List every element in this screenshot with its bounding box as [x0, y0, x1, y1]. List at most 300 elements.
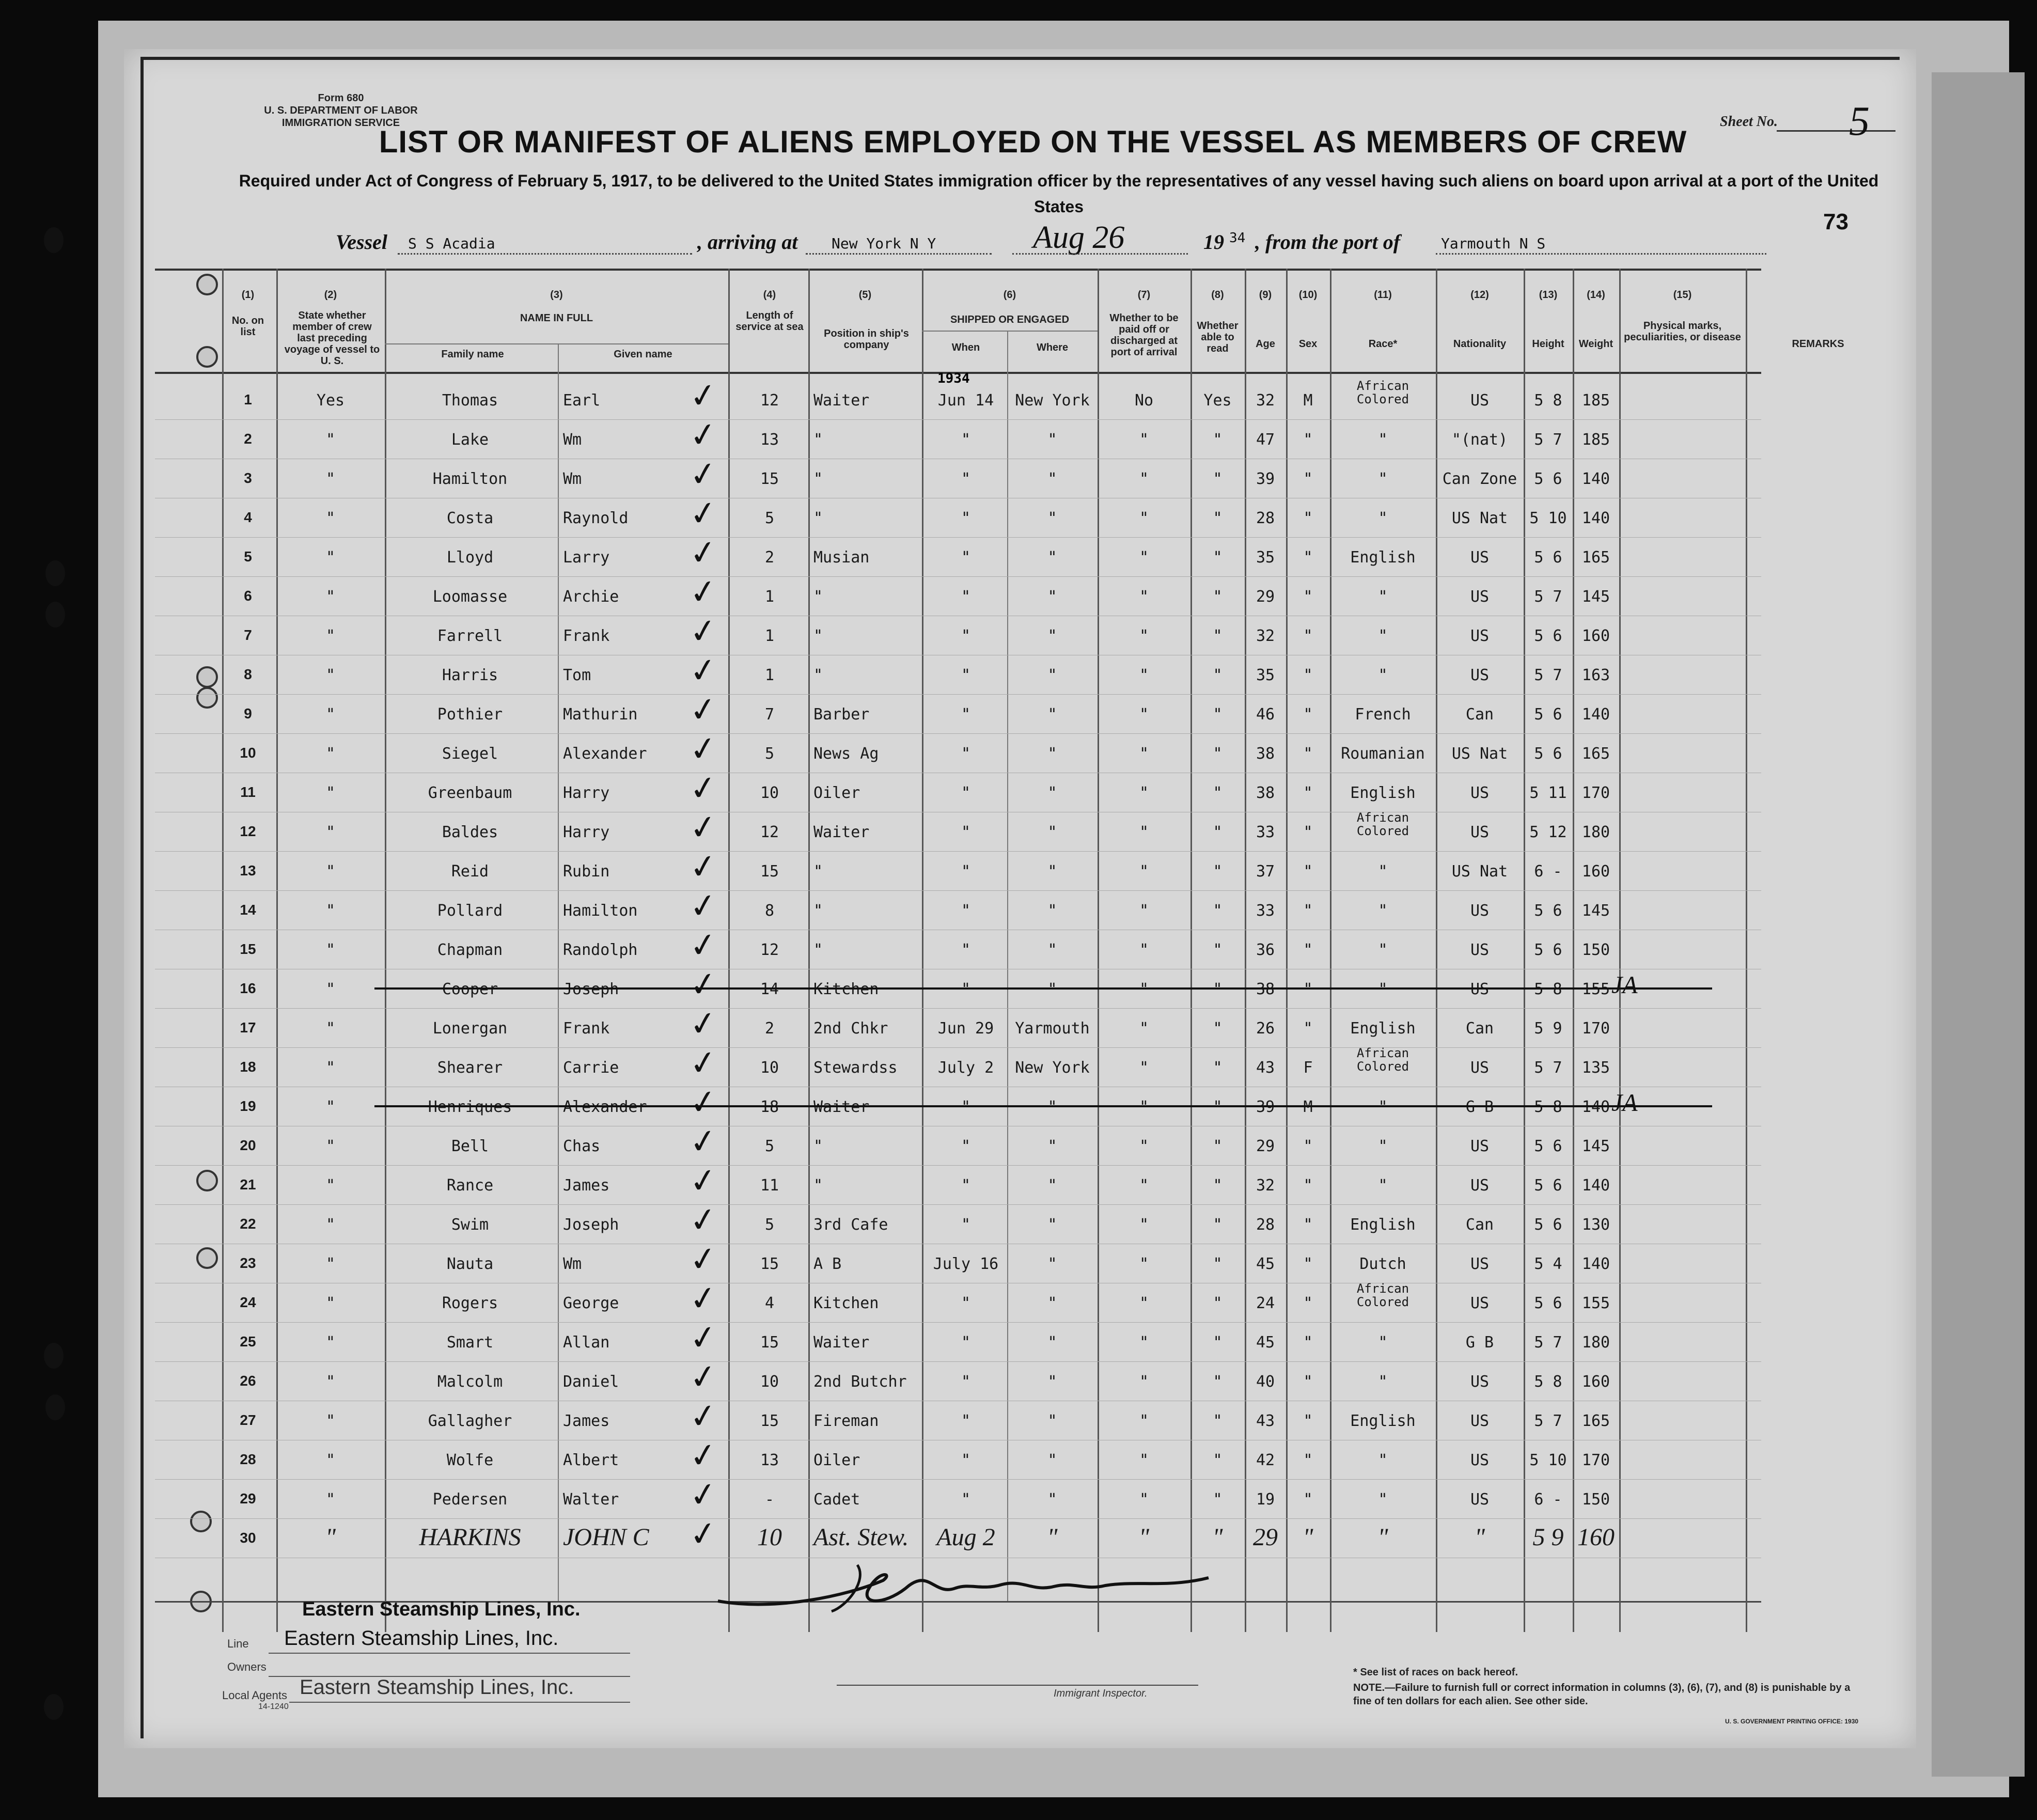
age-cell: 37 — [1256, 862, 1275, 881]
family-name-cell: Cooper — [442, 980, 498, 998]
header-when: When — [951, 342, 980, 353]
age-cell: 35 — [1256, 548, 1275, 567]
prev-voyage-cell: " — [325, 1098, 336, 1116]
sex-cell: " — [1303, 745, 1313, 763]
position-cell: Waiter — [813, 1098, 870, 1116]
col-number: (4) — [763, 289, 776, 301]
age-cell: 43 — [1256, 1059, 1275, 1077]
sex-cell: " — [1303, 1373, 1313, 1391]
col-number: (3) — [550, 289, 563, 301]
prev-voyage-cell: " — [325, 823, 336, 841]
nationality-cell: US — [1470, 1176, 1490, 1195]
sex-cell: " — [1303, 548, 1313, 567]
prev-voyage-cell: " — [325, 1059, 336, 1077]
height-cell: 5 10 — [1529, 509, 1567, 527]
weight-cell: 140 — [1581, 1255, 1610, 1273]
weight-cell: 155 — [1581, 980, 1610, 998]
position-cell: " — [813, 666, 823, 684]
able-read-cell: " — [1213, 666, 1223, 684]
weight-cell: 163 — [1581, 666, 1610, 684]
height-cell: 5 8 — [1534, 391, 1562, 410]
able-read-cell: " — [1213, 1333, 1223, 1352]
age-cell: 38 — [1256, 784, 1275, 802]
race-cell: " — [1378, 509, 1388, 527]
col-number: (14) — [1587, 289, 1605, 301]
where-cell: " — [1047, 745, 1057, 763]
year-suffix: 34 — [1229, 230, 1246, 246]
row-rule — [155, 851, 1761, 852]
age-cell: 28 — [1256, 509, 1275, 527]
able-read-cell: " — [1213, 1490, 1223, 1509]
given-name-cell: Harry — [563, 784, 610, 802]
age-cell: 39 — [1256, 1098, 1275, 1116]
penalty-note: NOTE.—Failure to furnish full or correct information in columns (3), (6), (7), and (8) is punishable by a fine of ten dollars for each alien. See other side. — [1353, 1682, 1851, 1707]
weight-cell: 140 — [1581, 705, 1610, 724]
header-nationality: Nationality — [1453, 338, 1507, 350]
where-cell: " — [1047, 431, 1057, 449]
family-name-cell: Hamilton — [432, 470, 508, 488]
arriving-label: , arriving at — [697, 230, 798, 254]
service-cell: 5 — [764, 1137, 775, 1155]
when-cell: " — [961, 784, 971, 802]
paid-off-cell: " — [1139, 509, 1149, 527]
check-mark-icon: ✓ — [687, 532, 720, 574]
prev-voyage-cell: " — [325, 705, 336, 724]
weight-cell: 170 — [1581, 784, 1610, 802]
weight-cell: 140 — [1581, 470, 1610, 488]
table-row — [0, 1160, 2037, 1205]
header-given-name: Given name — [614, 349, 672, 360]
manifest-title: LIST OR MANIFEST OF ALIENS EMPLOYED ON THE VESSEL AS MEMBERS OF CREW — [379, 124, 1687, 159]
master-signature — [713, 1560, 1219, 1617]
weight-cell: 150 — [1581, 941, 1610, 959]
col-number: (12) — [1470, 289, 1489, 301]
table-row — [0, 1435, 2037, 1480]
weight-cell: 185 — [1581, 431, 1610, 449]
family-name-cell: Pothier — [437, 705, 503, 724]
height-cell: 5 7 — [1534, 588, 1562, 606]
paid-off-cell: " — [1139, 1255, 1149, 1273]
race-cell: " — [1377, 1524, 1388, 1551]
weight-cell: 145 — [1581, 1137, 1610, 1155]
height-cell: 5 8 — [1534, 1098, 1562, 1116]
header-shipped: SHIPPED OR ENGAGED — [950, 314, 1070, 325]
given-name-cell: Frank — [563, 1019, 610, 1038]
paid-off-cell: " — [1139, 705, 1149, 724]
position-cell: 2nd Butchr — [813, 1373, 907, 1391]
col-number: (10) — [1298, 289, 1318, 301]
service-cell: 5 — [764, 745, 775, 763]
paid-off-cell: " — [1139, 588, 1149, 606]
prev-voyage-cell: " — [325, 1176, 336, 1195]
nationality-cell: Can — [1465, 1019, 1494, 1038]
row-rule — [155, 890, 1761, 891]
age-cell: 43 — [1256, 1412, 1275, 1430]
where-cell: " — [1047, 980, 1057, 998]
able-read-cell: " — [1213, 980, 1223, 998]
table-row — [0, 1395, 2037, 1441]
race-cell: French — [1355, 705, 1411, 724]
given-name-cell: Walter — [563, 1490, 619, 1509]
prev-voyage-cell: " — [325, 666, 336, 684]
sheet-label: Sheet No. — [1720, 114, 1778, 130]
row-number: 5 — [244, 548, 252, 564]
race-cell: English — [1350, 784, 1416, 802]
department-name: U. S. DEPARTMENT OF LABOR — [264, 105, 418, 116]
position-cell: " — [813, 1137, 823, 1155]
row-number: 6 — [244, 588, 252, 604]
check-mark-icon: ✓ — [687, 846, 720, 888]
line-label: Line — [227, 1637, 249, 1650]
service-name: IMMIGRATION SERVICE — [281, 117, 400, 129]
paid-off-cell: " — [1139, 823, 1149, 841]
table-row — [0, 964, 2037, 1009]
row-rule — [155, 733, 1761, 734]
sex-cell: " — [1303, 980, 1313, 998]
given-name-cell: Earl — [563, 391, 601, 410]
row-rule — [155, 1047, 1761, 1048]
position-cell: " — [813, 862, 823, 881]
sex-cell: " — [1303, 1216, 1313, 1234]
able-read-cell: " — [1213, 902, 1223, 920]
race-cell: English — [1350, 1412, 1416, 1430]
check-mark-icon: ✓ — [687, 1081, 720, 1124]
row-number: 24 — [240, 1294, 256, 1310]
where-cell: " — [1047, 1524, 1058, 1551]
table-row — [0, 1474, 2037, 1519]
prev-voyage-cell: " — [325, 1294, 336, 1312]
where-cell: " — [1047, 627, 1057, 645]
sex-cell: " — [1303, 941, 1313, 959]
paid-off-cell: " — [1139, 745, 1149, 763]
row-rule — [155, 419, 1761, 420]
binder-ring — [196, 346, 218, 368]
service-cell: 2 — [764, 548, 775, 567]
position-cell: News Ag — [813, 745, 879, 763]
when-cell: " — [961, 431, 971, 449]
prev-voyage-cell: " — [325, 1333, 336, 1352]
weight-cell: 130 — [1581, 1216, 1610, 1234]
table-row — [0, 1238, 2037, 1284]
family-name-cell: Henriques — [428, 1098, 512, 1116]
family-name-cell: Smart — [446, 1333, 494, 1352]
when-cell: " — [961, 1216, 971, 1234]
height-cell: 5 7 — [1534, 1059, 1562, 1077]
check-mark-icon: ✓ — [687, 375, 720, 417]
where-cell: " — [1047, 1490, 1057, 1509]
position-cell: " — [813, 431, 823, 449]
when-cell: Jun 14 — [937, 391, 994, 410]
nationality-cell: US — [1470, 1490, 1490, 1509]
row-number: 30 — [240, 1530, 256, 1546]
weight-cell: 145 — [1581, 588, 1610, 606]
given-name-cell: George — [563, 1294, 619, 1312]
position-cell: Stewardss — [813, 1059, 898, 1077]
sex-cell: " — [1303, 1294, 1313, 1312]
where-cell: " — [1047, 470, 1057, 488]
header-age: Age — [1256, 338, 1275, 350]
table-row — [0, 650, 2037, 695]
sex-cell: " — [1303, 431, 1313, 449]
weight-cell: 170 — [1581, 1451, 1610, 1469]
position-cell: Oiler — [813, 784, 860, 802]
check-mark-icon: ✓ — [687, 1356, 720, 1399]
table-row — [0, 807, 2037, 852]
vessel-label: Vessel — [336, 230, 387, 254]
weight-cell: 165 — [1581, 548, 1610, 567]
prev-voyage-cell: " — [325, 1451, 336, 1469]
header-able-read: Whether able to read — [1197, 320, 1239, 354]
col-number: (8) — [1211, 289, 1224, 301]
when-cell: " — [961, 1451, 971, 1469]
check-mark-icon: ✓ — [687, 1317, 720, 1359]
table-row — [0, 846, 2037, 891]
age-cell: 33 — [1256, 902, 1275, 920]
height-cell: 5 6 — [1534, 470, 1562, 488]
table-row — [0, 1513, 2037, 1559]
age-cell: 33 — [1256, 823, 1275, 841]
strikethrough-line — [374, 1105, 1712, 1107]
height-cell: 5 6 — [1534, 548, 1562, 567]
height-cell: 5 12 — [1529, 823, 1567, 841]
where-cell: " — [1047, 1137, 1057, 1155]
family-name-cell: Gallagher — [428, 1412, 512, 1430]
nationality-cell: US — [1470, 902, 1490, 920]
row-rule — [155, 1165, 1761, 1166]
sex-cell: " — [1303, 784, 1313, 802]
height-cell: 5 8 — [1534, 1373, 1562, 1391]
height-cell: 5 7 — [1534, 1333, 1562, 1352]
col-number: (11) — [1374, 289, 1392, 301]
binder-ring — [196, 274, 218, 295]
when-cell: " — [961, 1373, 971, 1391]
name-subheader-line — [385, 343, 728, 344]
able-read-cell: " — [1213, 1216, 1223, 1234]
table-row — [0, 414, 2037, 460]
able-read-cell: " — [1213, 1412, 1223, 1430]
sex-cell: " — [1303, 509, 1313, 527]
given-name-cell: Wm — [563, 431, 582, 449]
col-number: (1) — [241, 289, 255, 301]
height-cell: 5 6 — [1534, 1176, 1562, 1195]
family-name-cell: Baldes — [442, 823, 498, 841]
sex-cell: " — [1303, 666, 1313, 684]
position-cell: Kitchen — [813, 1294, 879, 1312]
nationality-cell: US — [1470, 784, 1490, 802]
check-mark-icon: ✓ — [687, 1160, 720, 1202]
when-cell: " — [961, 548, 971, 567]
table-row — [0, 924, 2037, 970]
nationality-cell: "(nat) — [1451, 431, 1508, 449]
check-mark-icon: ✓ — [687, 1395, 720, 1438]
race-cell: African Colored — [1356, 1281, 1409, 1309]
position-cell: " — [813, 588, 823, 606]
family-name-cell: Wolfe — [446, 1451, 494, 1469]
weight-cell: 145 — [1581, 902, 1610, 920]
prev-voyage-cell: " — [325, 902, 336, 920]
service-cell: 8 — [764, 902, 775, 920]
table-row — [0, 1081, 2037, 1127]
able-read-cell: " — [1213, 823, 1223, 841]
when-cell: July 2 — [937, 1059, 994, 1077]
when-cell: " — [961, 705, 971, 724]
paid-off-cell: " — [1139, 627, 1149, 645]
race-cell: " — [1378, 980, 1388, 998]
row-number: 11 — [240, 784, 256, 800]
where-cell: " — [1047, 823, 1057, 841]
sex-cell: " — [1303, 1137, 1313, 1155]
paid-off-cell: " — [1139, 548, 1149, 567]
col-number: (5) — [858, 289, 872, 301]
table-row — [0, 1199, 2037, 1245]
col-number: (7) — [1137, 289, 1151, 301]
arrival-date: Aug 26 — [1033, 220, 1125, 255]
service-cell: 12 — [760, 823, 779, 841]
when-cell: Aug 2 — [936, 1524, 995, 1551]
table-row — [0, 532, 2037, 577]
race-cell: " — [1378, 470, 1388, 488]
race-cell: " — [1378, 862, 1388, 881]
height-cell: 5 6 — [1534, 902, 1562, 920]
table-row — [0, 885, 2037, 931]
service-cell: 13 — [760, 431, 779, 449]
service-cell: 15 — [760, 1333, 779, 1352]
header-race: Race* — [1368, 338, 1398, 350]
row-number: 3 — [244, 470, 252, 486]
header-remarks: REMARKS — [1792, 338, 1844, 350]
row-number: 2 — [244, 431, 252, 447]
struck-initials: JA — [1611, 1089, 1638, 1117]
position-cell: 3rd Cafe — [813, 1216, 888, 1234]
check-mark-icon: ✓ — [687, 1199, 720, 1242]
service-cell: 1 — [764, 666, 775, 684]
nationality-cell: US — [1470, 1373, 1490, 1391]
given-name-cell: Joseph — [563, 980, 619, 998]
family-name-cell: Nauta — [446, 1255, 494, 1273]
race-cell: English — [1350, 1019, 1416, 1038]
check-mark-icon: ✓ — [687, 1042, 720, 1085]
shipped-subheader-line — [922, 331, 1098, 332]
age-cell: 28 — [1256, 1216, 1275, 1234]
paid-off-cell: " — [1139, 1059, 1149, 1077]
header-family-name: Family name — [441, 349, 504, 360]
when-cell: " — [961, 1490, 971, 1509]
paid-off-cell: " — [1139, 784, 1149, 802]
position-cell: Fireman — [813, 1412, 879, 1430]
age-cell: 36 — [1256, 941, 1275, 959]
prev-voyage-cell: " — [325, 1373, 336, 1391]
position-cell: Waiter — [813, 391, 870, 410]
row-number: 18 — [240, 1059, 256, 1075]
family-name-cell: Lake — [451, 431, 489, 449]
given-name-cell: Rubin — [563, 862, 610, 881]
when-cell: " — [961, 980, 971, 998]
row-number: 15 — [240, 941, 256, 957]
owners-label: Owners — [227, 1660, 267, 1673]
service-cell: 4 — [764, 1294, 775, 1312]
sex-cell: " — [1303, 862, 1313, 881]
arriving-port: New York N Y — [832, 235, 936, 252]
row-number: 20 — [240, 1137, 256, 1153]
where-cell: Yarmouth — [1015, 1019, 1090, 1038]
nationality-cell: US — [1470, 1137, 1490, 1155]
service-cell: 15 — [760, 470, 779, 488]
age-cell: 40 — [1256, 1373, 1275, 1391]
header-physical-marks: Physical marks, peculiarities, or disease — [1624, 320, 1741, 343]
row-number: 17 — [240, 1019, 256, 1035]
row-number: 9 — [244, 705, 252, 721]
check-mark-icon: ✓ — [687, 650, 720, 692]
height-cell: 5 6 — [1534, 627, 1562, 645]
sex-cell: " — [1303, 1451, 1313, 1469]
nationality-cell: US — [1470, 823, 1490, 841]
row-number: 21 — [240, 1176, 256, 1193]
race-cell: " — [1378, 666, 1388, 684]
prev-voyage-cell: " — [325, 431, 336, 449]
family-name-cell: Bell — [451, 1137, 489, 1155]
able-read-cell: " — [1213, 1059, 1223, 1077]
check-mark-icon: ✓ — [687, 493, 720, 535]
given-name-cell: Chas — [563, 1137, 601, 1155]
height-cell: 5 7 — [1534, 1412, 1562, 1430]
table-row — [0, 1121, 2037, 1166]
nationality-cell: US — [1470, 1451, 1490, 1469]
nationality-cell: US — [1470, 1059, 1490, 1077]
height-cell: 5 6 — [1534, 941, 1562, 959]
service-cell: 12 — [760, 941, 779, 959]
service-cell: - — [764, 1490, 775, 1509]
paid-off-cell: " — [1139, 941, 1149, 959]
given-name-cell: Randolph — [563, 941, 638, 959]
agents-value: Eastern Steamship Lines, Inc. — [300, 1676, 574, 1699]
struck-initials: JA — [1611, 971, 1638, 999]
nationality-cell: US — [1470, 980, 1490, 998]
strikethrough-line — [374, 987, 1712, 990]
prev-voyage-cell: " — [325, 745, 336, 763]
able-read-cell: " — [1213, 509, 1223, 527]
able-read-cell: " — [1213, 627, 1223, 645]
header-paid-off: Whether to be paid off or discharged at port of arrival — [1109, 312, 1179, 358]
age-cell: 19 — [1256, 1490, 1275, 1509]
check-mark-icon: ✓ — [687, 689, 720, 731]
service-cell: 18 — [760, 1098, 779, 1116]
able-read-cell: " — [1213, 548, 1223, 567]
table-top-border — [155, 269, 1761, 271]
family-name-cell: HARKINS — [419, 1524, 521, 1551]
service-cell: 15 — [760, 862, 779, 881]
service-cell: 1 — [764, 627, 775, 645]
company-stamp: Eastern Steamship Lines, Inc. — [302, 1598, 581, 1620]
position-cell: 2nd Chkr — [813, 1019, 888, 1038]
nationality-cell: US — [1470, 548, 1490, 567]
col-number: (9) — [1259, 289, 1272, 301]
arriving-underline — [806, 253, 992, 255]
weight-cell: 185 — [1581, 391, 1610, 410]
family-name-cell: Pedersen — [432, 1490, 508, 1509]
row-rule — [155, 1008, 1761, 1009]
weight-cell: 155 — [1581, 1294, 1610, 1312]
sheet-number-line — [1777, 130, 1895, 132]
age-cell: 29 — [1253, 1524, 1278, 1551]
able-read-cell: " — [1213, 745, 1223, 763]
when-cell: " — [961, 862, 971, 881]
race-cell: " — [1378, 1451, 1388, 1469]
family-name-cell: Pollard — [437, 902, 503, 920]
date-underline — [1012, 253, 1188, 255]
service-cell: 1 — [764, 588, 775, 606]
age-cell: 29 — [1256, 588, 1275, 606]
paid-off-cell: " — [1139, 1333, 1149, 1352]
